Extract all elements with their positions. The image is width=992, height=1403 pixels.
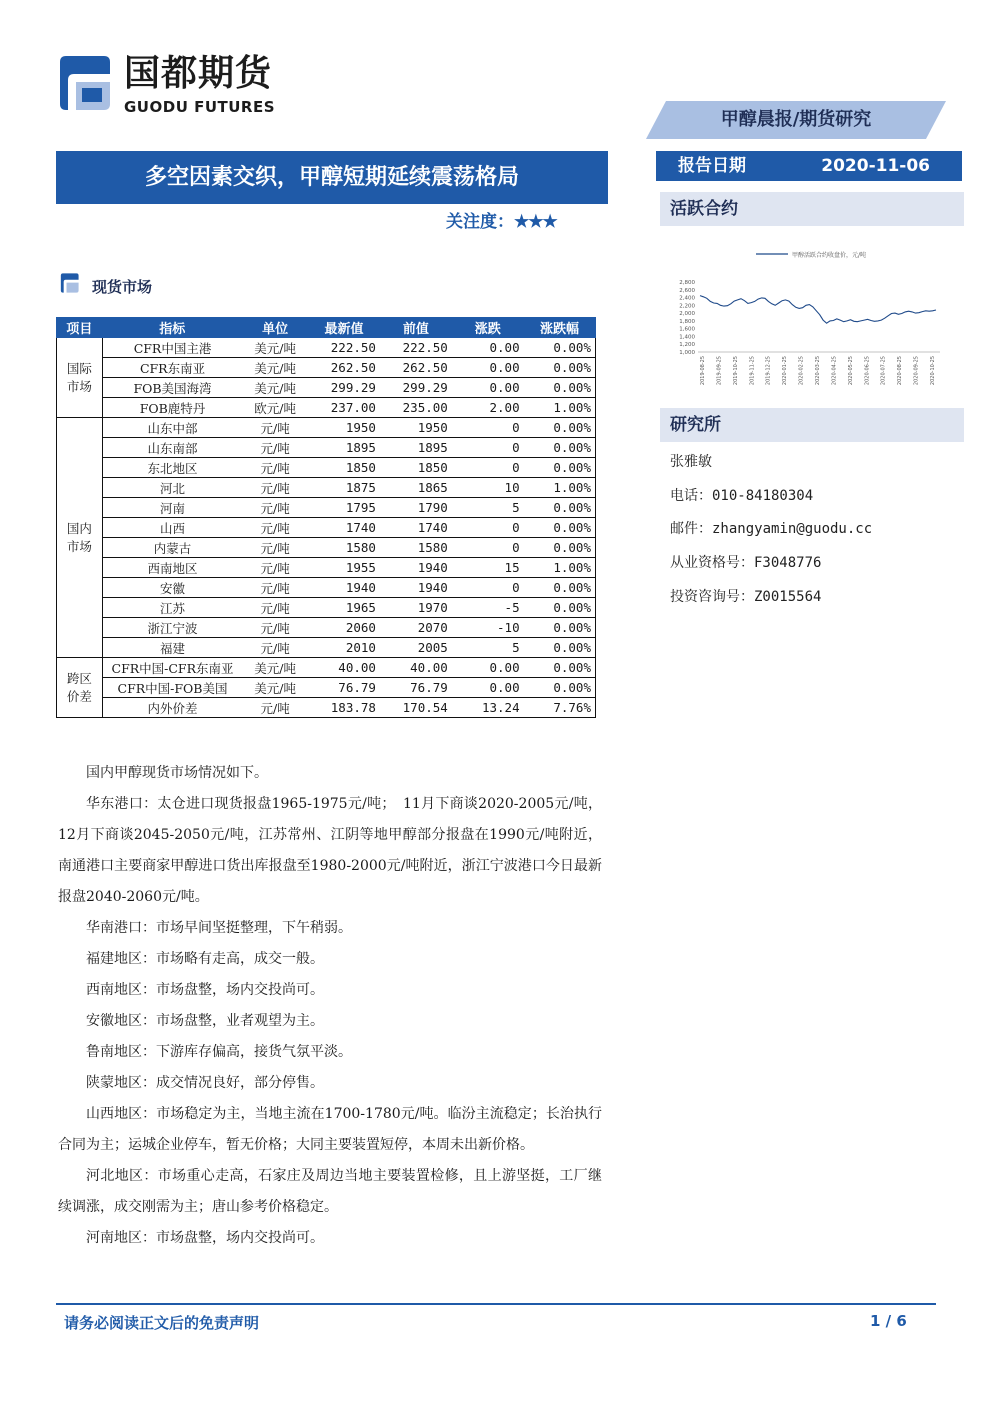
table-cell: 美元/吨 [242,358,308,378]
table-cell: 河南 [102,498,242,518]
table-cell: 0.00 [452,658,524,678]
row-group-label: 国际 市场 [57,338,103,418]
table-cell: 1895 [380,438,452,458]
brand-logo [52,52,292,122]
table-cell: 0 [452,438,524,458]
chart-x-tick-label: 2020-05-25 [847,356,854,386]
analyst-qualification [670,552,821,572]
table-row [57,618,596,638]
footer-divider [56,1303,936,1305]
table-row [57,538,596,558]
section-title: 现货市场 [92,278,153,296]
table-cell: 1940 [308,578,380,598]
report-date: 2020-11-06 [821,156,930,176]
table-cell: 0.00 [452,358,524,378]
table-cell: 1.00% [524,478,596,498]
chart-y-tick-label: 1,800 [679,318,695,325]
table-row [57,598,596,618]
table-cell: 元/吨 [242,538,308,558]
chart-x-tick-label: 2019-11-25 [749,356,756,386]
commentary-paragraph: 福建地区：市场略有走高，成交一般。 [86,951,324,967]
table-cell: 0.00 [452,378,524,398]
table-cell: 元/吨 [242,698,308,718]
table-cell: 西南地区 [102,558,242,578]
table-cell: FOB鹿特丹 [102,398,242,418]
qualification-label: 从业资格号： [670,555,754,571]
table-cell: 美元/吨 [242,378,308,398]
table-cell: 0.00% [524,618,596,638]
commentary-paragraph: 鲁南地区：下游库存偏高，接货气氛平淡。 [86,1044,352,1060]
table-cell: 元/吨 [242,518,308,538]
active-contract-chart [672,240,952,390]
row-group-label: 跨区 价差 [57,658,103,718]
table-cell: 40.00 [380,658,452,678]
table-cell: 2010 [308,638,380,658]
chart-x-tick-label: 2020-06-25 [864,356,871,386]
table-cell: 0.00% [524,538,596,558]
table-row [57,578,596,598]
chart-y-tick-label: 1,000 [679,350,695,356]
table-cell: 0.00% [524,338,596,358]
consult-label: 投资咨询号： [670,589,754,605]
table-cell: 美元/吨 [242,338,308,358]
table-cell: 0.00% [524,378,596,398]
commentary-paragraph: 河南地区：市场盘整，场内交投尚可。 [86,1230,324,1246]
commentary-paragraph: 陕蒙地区：成交情况良好，部分停售。 [86,1075,324,1091]
table-cell: 76.79 [380,678,452,698]
table-cell: 13.24 [452,698,524,718]
chart-y-tick-label: 1,200 [679,342,695,349]
table-cell: 1895 [308,438,380,458]
table-cell: FOB美国海湾 [102,378,242,398]
brand-name-en: GUODU FUTURES [124,98,276,116]
table-cell: 1580 [308,538,380,558]
chart-x-tick-label: 2020-03-25 [815,356,821,386]
commentary-paragraph: 华南港口：市场早间坚挺整理，下午稍弱。 [86,920,352,936]
table-cell: 内外价差 [102,698,242,718]
table-cell: 0.00% [524,518,596,538]
page-number: 1 / 6 [870,1312,907,1330]
table-cell: 0.00 [452,338,524,358]
table-row [57,398,596,418]
table-row [57,678,596,698]
table-cell: 0 [452,418,524,438]
table-cell: CFR中国主港 [102,338,242,358]
table-cell: 222.50 [308,338,380,358]
table-cell: 2070 [380,618,452,638]
table-cell: CFR中国-CFR东南亚 [102,658,242,678]
table-row [57,518,596,538]
table-cell: 1740 [308,518,380,538]
table-cell: 内蒙古 [102,538,242,558]
table-cell: 0.00% [524,578,596,598]
table-cell: 0.00% [524,658,596,678]
table-cell: 0.00 [452,678,524,698]
table-cell: 76.79 [308,678,380,698]
spot-price-table [56,317,596,718]
col-header: 涨跌 [452,318,524,338]
table-cell: CFR中国-FOB美国 [102,678,242,698]
commentary-paragraph: 国内甲醇现货市场情况如下。 [86,765,268,781]
active-contract-heading: 活跃合约 [660,192,964,226]
table-cell: 1.00% [524,398,596,418]
chart-x-tick-label: 2019-08-25 [700,356,706,386]
col-header: 单位 [242,318,308,338]
table-cell: 7.76% [524,698,596,718]
disclaimer-note: 请务必阅读正文后的免责声明 [64,1314,260,1332]
chart-x-tick-label: 2020-02-25 [798,356,805,386]
table-cell: 299.29 [308,378,380,398]
table-cell: 东北地区 [102,458,242,478]
table-cell: 元/吨 [242,558,308,578]
col-header: 最新值 [308,318,380,338]
chart-y-tick-label: 2,000 [679,311,695,318]
table-cell: 1955 [308,558,380,578]
chart-x-tick-label: 2020-10-25 [930,356,936,386]
chart-x-tick-label: 2020-09-25 [913,356,920,386]
table-cell: 江苏 [102,598,242,618]
table-row [57,358,596,378]
table-cell: 262.50 [380,358,452,378]
table-row [57,638,596,658]
row-group-label: 国内 市场 [57,418,103,658]
table-cell: 0 [452,518,524,538]
title-band [56,151,608,204]
table-row [57,418,596,438]
table-cell: 0.00% [524,358,596,378]
table-cell: 美元/吨 [242,658,308,678]
chart-series-line [700,296,936,324]
analyst-name: 张雅敏 [670,454,712,470]
col-header: 前值 [380,318,452,338]
analyst-email [670,518,872,538]
commentary-paragraph: 西南地区：市场盘整，场内交投尚可。 [86,982,324,998]
chart-x-tick-label: 2020-04-25 [831,356,838,386]
table-cell: 237.00 [308,398,380,418]
col-header: 涨跌幅 [524,318,596,338]
table-cell: -10 [452,618,524,638]
table-cell: 美元/吨 [242,678,308,698]
analyst-consult [670,586,821,606]
qualification-value: F3048776 [754,555,822,571]
table-cell: 183.78 [308,698,380,718]
table-row [57,458,596,478]
report-title: 多空因素交织，甲醇短期延续震荡格局 [144,164,519,190]
table-cell: 安徽 [102,578,242,598]
chart-x-tick-label: 2020-01-25 [782,356,789,386]
commentary-paragraph: 河北地区：市场重心走高，石家庄及周边当地主要装置检修，且上游坚挺，工厂继续调涨，成交刚需为主；唐山参考价格稳定。 [58,1168,602,1215]
table-cell: 元/吨 [242,478,308,498]
table-row [57,658,596,678]
chart-x-tick-label: 2020-08-25 [897,356,904,386]
attention-label: 关注度： [446,212,514,232]
table-cell: 1795 [308,498,380,518]
table-cell: 山东中部 [102,418,242,438]
table-cell: 5 [452,638,524,658]
table-cell: 0 [452,578,524,598]
table-cell: 262.50 [308,358,380,378]
table-cell: 0.00% [524,438,596,458]
table-cell: 1850 [308,458,380,478]
table-row [57,698,596,718]
table-cell: 235.00 [380,398,452,418]
table-row [57,558,596,578]
table-cell: 1940 [380,578,452,598]
table-cell: 299.29 [380,378,452,398]
table-cell: 0.00% [524,418,596,438]
report-type-banner [646,101,946,139]
analyst-phone [670,485,813,505]
table-cell: 0.00% [524,498,596,518]
chart-x-tick-label: 2019-12-25 [765,356,772,386]
table-header-row [57,318,596,338]
research-heading: 研究所 [660,408,964,442]
table-cell: 40.00 [308,658,380,678]
table-cell: CFR东南亚 [102,358,242,378]
table-cell: 欧元/吨 [242,398,308,418]
chart-x-tick-label: 2020-07-25 [880,356,887,386]
table-cell: 1.00% [524,558,596,578]
table-cell: 元/吨 [242,458,308,478]
table-cell: 元/吨 [242,498,308,518]
table-cell: 元/吨 [242,578,308,598]
table-cell: 1850 [380,458,452,478]
table-cell: 0.00% [524,678,596,698]
table-cell: 浙江宁波 [102,618,242,638]
table-row [57,498,596,518]
table-cell: 0 [452,538,524,558]
col-header: 指标 [102,318,242,338]
chart-x-tick-label: 2019-10-25 [732,356,739,386]
chart-y-tick-label: 1,600 [679,326,695,333]
report-date-bar [656,151,962,181]
report-date-label: 报告日期 [678,156,746,176]
table-row [57,478,596,498]
consult-value: Z0015564 [754,589,822,605]
guodu-logo-icon [52,52,114,114]
chart-y-tick-label: 2,400 [679,295,695,302]
brand-name-cn: 国都期货 [124,53,273,94]
table-cell: 山东南部 [102,438,242,458]
chart-x-tick-label: 2019-09-25 [716,356,723,386]
chart-y-tick-label: 1,400 [679,334,695,341]
table-cell: 1790 [380,498,452,518]
table-cell: 元/吨 [242,438,308,458]
market-commentary [58,758,602,1254]
table-cell: 1940 [380,558,452,578]
commentary-paragraph: 安徽地区：市场盘整，业者观望为主。 [86,1013,324,1029]
phone-value: 010-84180304 [712,488,814,504]
table-cell: 5 [452,498,524,518]
table-cell: 1970 [380,598,452,618]
chart-y-tick-label: 2,200 [679,303,695,310]
table-cell: 2.00 [452,398,524,418]
table-cell: 1965 [308,598,380,618]
table-cell: 1950 [380,418,452,438]
table-cell: 222.50 [380,338,452,358]
chart-y-tick-label: 2,800 [679,280,695,286]
phone-label: 电话： [670,488,712,504]
table-cell: 2060 [308,618,380,638]
table-cell: 河北 [102,478,242,498]
table-cell: 元/吨 [242,618,308,638]
table-cell: 元/吨 [242,418,308,438]
table-cell: 10 [452,478,524,498]
table-row [57,438,596,458]
table-row [57,338,596,358]
table-cell: 福建 [102,638,242,658]
table-cell: 0.00% [524,458,596,478]
email-value: zhangyamin@guodu.cc [712,521,873,537]
table-cell: 170.54 [380,698,452,718]
table-cell: 1865 [380,478,452,498]
table-cell: 1950 [308,418,380,438]
table-cell: 山西 [102,518,242,538]
table-cell: 15 [452,558,524,578]
table-cell: 0 [452,458,524,478]
table-cell: 1580 [380,538,452,558]
table-cell: 元/吨 [242,598,308,618]
report-type: 甲醇晨报/期货研究 [720,109,872,130]
chart-y-tick-label: 2,600 [679,287,695,294]
table-cell: 2005 [380,638,452,658]
table-cell: 1875 [308,478,380,498]
table-cell: 0.00% [524,598,596,618]
attention-stars-icon: ★★★ [514,212,557,232]
section-logo-icon [58,272,80,294]
email-label: 邮件： [670,521,712,537]
table-cell: 0.00% [524,638,596,658]
chart-legend: 甲醇活跃合约收盘价，元/吨 [792,252,867,259]
commentary-paragraph: 华东港口：太仓进口现货报盘1965-1975元/吨； 11月下商谈2020-2005元/吨，12月下商谈2045-2050元/吨，江苏常州、江阴等地甲醇部分报盘在1990元/吨附近，南通港口主要商家甲醇进口货出库报盘至1980-2000元/吨附近，浙江宁波港口今日最新报盘2040-2060元/吨。 [58,796,602,905]
table-cell: -5 [452,598,524,618]
table-cell: 元/吨 [242,638,308,658]
table-cell: 1740 [380,518,452,538]
attention-rating [446,207,557,232]
col-header: 项目 [57,318,103,338]
table-row [57,378,596,398]
commentary-paragraph: 山西地区：市场稳定为主，当地主流在1700-1780元/吨。临汾主流稳定；长治执行合同为主；运城企业停车，暂无价格；大同主要装置短停，本周未出新价格。 [58,1106,602,1153]
